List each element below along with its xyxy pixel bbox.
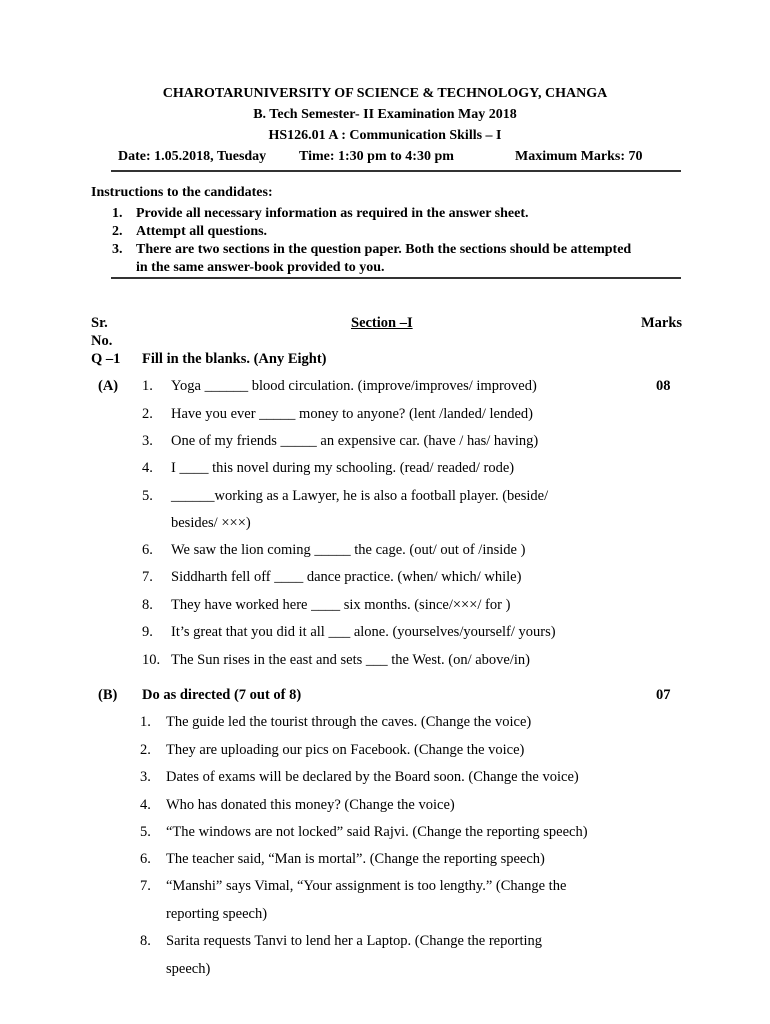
question-title: Fill in the blanks. (Any Eight) — [142, 351, 327, 367]
do-as-directed-item: The teacher said, “Man is mortal”. (Change the reporting speech) — [166, 851, 545, 867]
fill-blank-item: The Sun rises in the east and sets ___ the West. (on/ above/in) — [171, 652, 530, 668]
do-as-directed-item: The guide led the tourist through the caves. (Change the voice) — [166, 714, 532, 730]
do-as-directed-item: “Manshi” says Vimal, “Your assignment is too lengthy.” (Change the — [166, 878, 567, 894]
part-a-marks: 08 — [656, 378, 671, 394]
item-number: 10. — [142, 652, 161, 668]
fill-blank-item: It’s great that you did it all ___ alone. (yourselves/yourself/ yours) — [171, 624, 556, 640]
item-number: 2. — [140, 742, 151, 758]
instructions-title: Instructions to the candidates: — [91, 185, 273, 200]
instruction-number: 3. — [112, 242, 123, 257]
do-as-directed-item: reporting speech) — [166, 906, 268, 922]
item-number: 4. — [142, 460, 153, 476]
item-number: 2. — [142, 406, 153, 422]
fill-blank-item: besides/ ×××) — [171, 515, 251, 531]
fill-blank-item: ______working as a Lawyer, he is also a football player. (beside/ — [171, 488, 549, 504]
do-as-directed-item: speech) — [166, 961, 211, 977]
item-number: 1. — [140, 714, 151, 730]
maximum-marks: Maximum Marks: 70 — [515, 149, 643, 164]
exam-date: Date: 1.05.2018, Tuesday — [118, 149, 267, 164]
section-title: Section –I — [351, 315, 413, 331]
item-number: 3. — [140, 769, 151, 785]
header-rule — [111, 170, 681, 172]
item-number: 3. — [142, 433, 153, 449]
part-b-label: (B) — [98, 687, 118, 703]
instruction-number: 1. — [112, 206, 123, 221]
item-number: 4. — [140, 797, 151, 813]
fill-blank-item: Siddharth fell off ____ dance practice. (when/ which/ while) — [171, 569, 522, 585]
do-as-directed-item: “The windows are not locked” said Rajvi. (Change the reporting speech) — [166, 824, 588, 840]
item-number: 7. — [142, 569, 153, 585]
fill-blank-item: Have you ever _____ money to anyone? (lent /landed/ lended) — [171, 406, 533, 422]
do-as-directed-item: Who has donated this money? (Change the voice) — [166, 797, 455, 813]
fill-blank-item: We saw the lion coming _____ the cage. (out/ out of /inside ) — [171, 542, 526, 558]
item-number: 7. — [140, 878, 151, 894]
item-number: 5. — [142, 488, 153, 504]
no-label: No. — [91, 333, 113, 349]
fill-blank-item: I ____ this novel during my schooling. (read/ readed/ rode) — [171, 460, 515, 476]
item-number: 9. — [142, 624, 153, 640]
instruction-text: There are two sections in the question paper. Both the sections should be attempted — [136, 242, 632, 257]
exam-title: B. Tech Semester- II Examination May 2018 — [253, 107, 517, 122]
item-number: 8. — [142, 597, 153, 613]
instruction-text: Provide all necessary information as required in the answer sheet. — [136, 206, 529, 221]
instructions-rule — [111, 277, 681, 279]
do-as-directed-item: They are uploading our pics on Facebook. (Change the voice) — [166, 742, 525, 758]
course-title: HS126.01 A : Communication Skills – I — [268, 128, 502, 143]
do-as-directed-item: Sarita requests Tanvi to lend her a Laptop. (Change the reporting — [166, 933, 543, 949]
do-as-directed-item: Dates of exams will be declared by the Board soon. (Change the voice) — [166, 769, 579, 785]
exam-time: Time: 1:30 pm to 4:30 pm — [299, 149, 454, 164]
part-a-label: (A) — [98, 378, 119, 394]
marks-header: Marks — [641, 315, 683, 331]
question-number: Q –1 — [91, 351, 121, 367]
university-name: CHAROTARUNIVERSITY OF SCIENCE & TECHNOLOGY, CHANGA — [162, 86, 608, 101]
item-number: 1. — [142, 378, 153, 394]
sr-label: Sr. — [91, 315, 108, 331]
fill-blank-item: Yoga ______ blood circulation. (improve/improves/ improved) — [171, 378, 537, 394]
part-b-marks: 07 — [656, 687, 671, 703]
item-number: 6. — [140, 851, 151, 867]
fill-blank-item: They have worked here ____ six months. (since/×××/ for ) — [171, 597, 511, 613]
instruction-text: Attempt all questions. — [136, 224, 268, 239]
item-number: 8. — [140, 933, 151, 949]
item-number: 6. — [142, 542, 153, 558]
fill-blank-item: One of my friends _____ an expensive car. (have / has/ having) — [171, 433, 539, 449]
instruction-3-continued: in the same answer-book provided to you. — [136, 260, 385, 275]
part-b-title: Do as directed (7 out of 8) — [142, 687, 302, 703]
item-number: 5. — [140, 824, 151, 840]
instruction-number: 2. — [112, 224, 123, 239]
